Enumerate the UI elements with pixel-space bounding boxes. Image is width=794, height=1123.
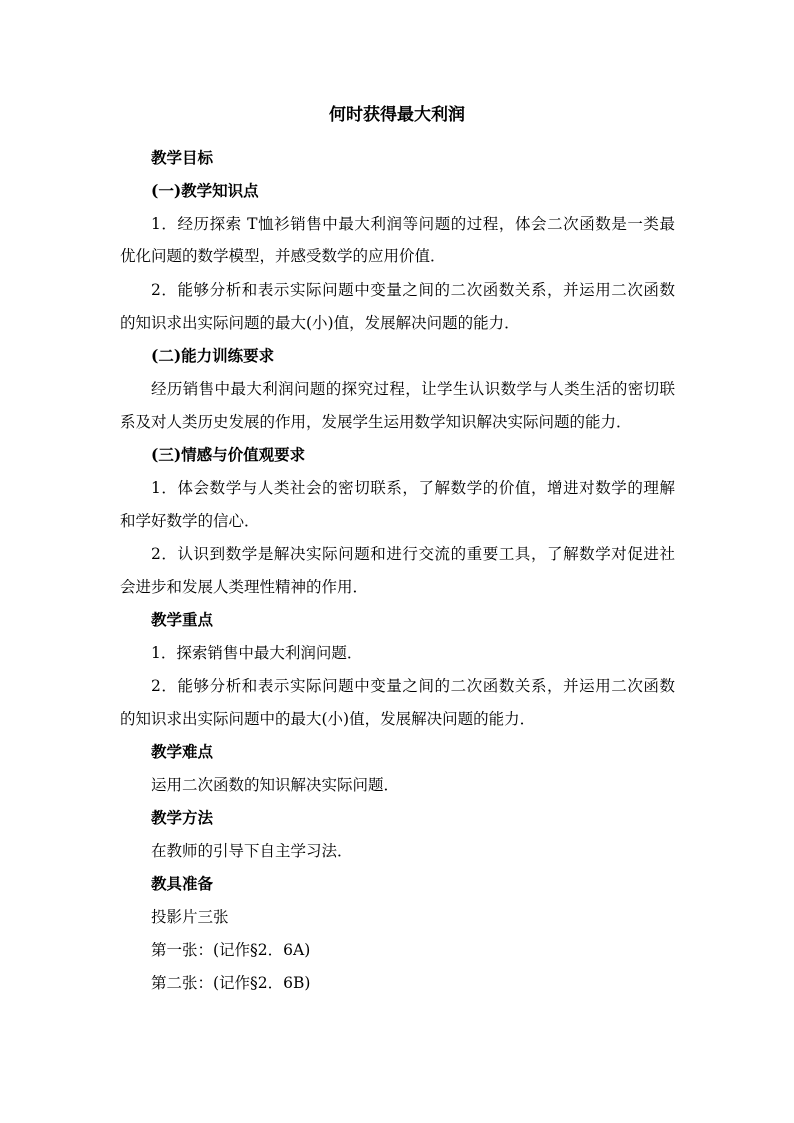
slide-item: 第二张：(记作§2．6B) <box>151 974 311 992</box>
subheading-knowledge: (一)教学知识点 <box>151 181 259 200</box>
paragraph-line: 运用二次函数的知识解决实际问题． <box>151 776 400 794</box>
paragraph-line: 2．能够分析和表示实际问题中变量之间的二次函数关系，并运用二次函数 <box>151 677 675 695</box>
paragraph-line: 会进步和发展人类理性精神的作用． <box>120 578 369 596</box>
paragraph-line: 系及对人类历史发展的作用，发展学生运用数学知识解决实际问题的能力． <box>120 413 632 431</box>
paragraph-line: 1．探索销售中最大利润问题． <box>151 644 363 662</box>
paragraph-line: 投影片三张 <box>151 908 229 926</box>
paragraph-line: 1．体会数学与人类社会的密切联系，了解数学的价值，增进对数学的理解 <box>151 479 675 497</box>
paragraph-line: 经历销售中最大利润问题的探究过程，让学生认识数学与人类生活的密切联 <box>151 380 675 398</box>
heading-methods: 教学方法 <box>151 808 214 827</box>
paragraph-line: 2．能够分析和表示实际问题中变量之间的二次函数关系，并运用二次函数 <box>151 281 675 299</box>
paragraph-line: 优化问题的数学模型，并感受数学的应用价值． <box>120 247 446 265</box>
heading-objectives: 教学目标 <box>151 148 214 167</box>
paragraph-line: 1．经历探索 T恤衫销售中最大利润等问题的过程，体会二次函数是一类最 <box>151 215 675 233</box>
paragraph-line: 在教师的引导下自主学习法． <box>151 842 353 860</box>
heading-difficulties: 教学难点 <box>151 742 214 761</box>
heading-keypoints: 教学重点 <box>151 610 214 629</box>
heading-materials: 教具准备 <box>151 874 214 893</box>
paragraph-line: 2．认识到数学是解决实际问题和进行交流的重要工具，了解数学对促进社 <box>151 545 675 563</box>
subheading-values: (三)情感与价值观要求 <box>151 445 306 464</box>
paragraph-line: 的知识求出实际问题的最大(小)值，发展解决问题的能力． <box>120 314 520 332</box>
subheading-ability: (二)能力训练要求 <box>151 346 275 365</box>
slide-item: 第一张：(记作§2．6A) <box>151 941 311 959</box>
paragraph-line: 和学好数学的信心． <box>120 512 260 530</box>
paragraph-line: 的知识求出实际问题中的最大(小)值，发展解决问题的能力． <box>120 710 536 728</box>
document-title: 何时获得最大利润 <box>329 105 465 125</box>
